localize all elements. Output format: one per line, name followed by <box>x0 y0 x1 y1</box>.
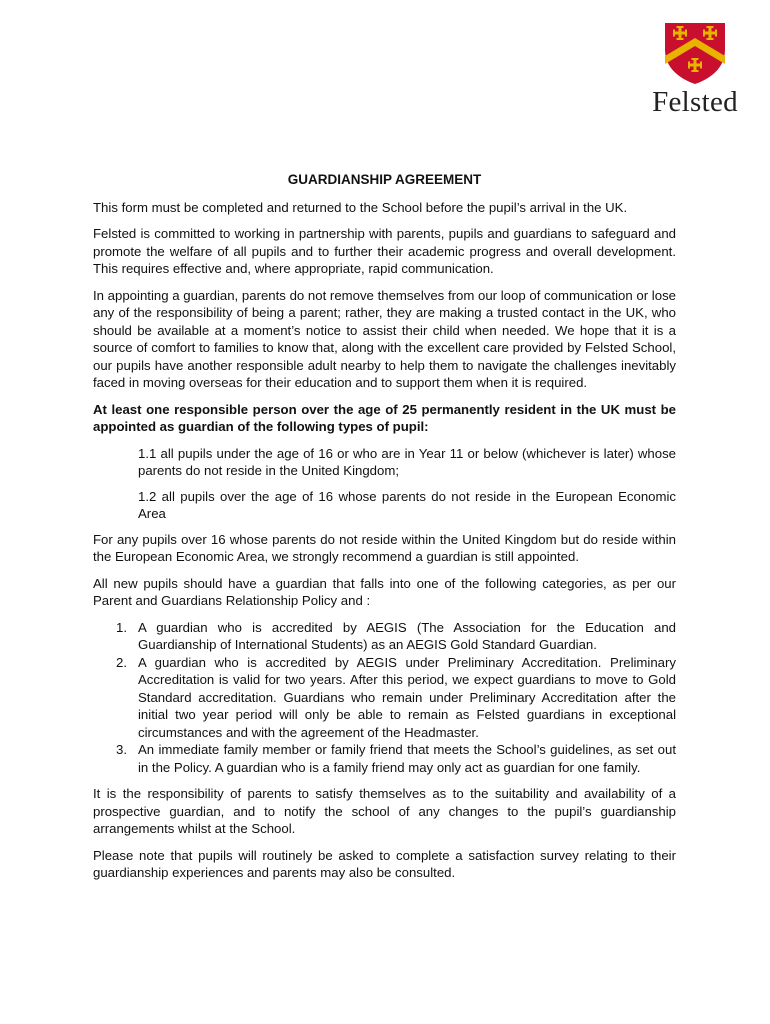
requirement-paragraph: At least one responsible person over the age of 25 permanently resident in the UK must be appointed as guardian of the following types of pupil: <box>93 401 676 434</box>
school-crest-icon <box>662 20 728 86</box>
sub-item: 1.1 all pupils under the age of 16 or who are in Year 11 or below (whichever is later) whose parents do not reside in the United Kingdom; <box>138 445 676 478</box>
list-item-text: A guardian who is accredited by AEGIS under Preliminary Accreditation. Preliminary Accreditation is valid for two years. After this period, we expect guardians to move to Gold Standard accreditation. Guardians who remain under Preliminary Accreditation after the initial two year period will only be able to remain as Felsted guardians in exceptional circumstances and with the agreement of the Headmaster. <box>138 654 676 740</box>
sub-item: 1.2 all pupils over the age of 16 whose parents do not reside in the European Economic Area <box>138 488 676 521</box>
list-item <box>93 619 676 654</box>
page-title: GUARDIANSHIP AGREEMENT <box>287 172 482 187</box>
appointing-paragraph: In appointing a guardian, parents do not remove themselves from our loop of communication or lose any of the responsibility of being a parent; rather, they are making a trusted contact in the UK, who should be available at a moment’s notice to assist their child when needed. We hope that it is a source of comfort to families to know that, along with the excellent care provided by Felsted School, our pupils have another responsible adult nearby to help them to navigate the challenges inevitably faced in moving overseas for their education and to support them when it is required. <box>93 287 676 390</box>
list-item-text: An immediate family member or family friend that meets the School’s guidelines, as set out in the Policy. A guardian who is a family friend may only act as guardian for one family. <box>138 742 676 775</box>
guardian-categories-list <box>93 619 676 777</box>
school-logo <box>640 20 750 118</box>
survey-paragraph: Please note that pupils will routinely be asked to complete a satisfaction survey relating to their guardianship experiences and parents may also be consulted. <box>93 847 676 880</box>
list-item <box>93 654 676 742</box>
list-item-number: 3. <box>116 742 127 757</box>
document-body <box>93 171 676 891</box>
categories-intro-paragraph: All new pupils should have a guardian that falls into one of the following categories, as per our Parent and Guardians Relationship Policy and : <box>93 575 676 608</box>
eea-paragraph: For any pupils over 16 whose parents do not reside within the United Kingdom but do reside within the European Economic Area, we strongly recommend a guardian is still appointed. <box>93 531 676 564</box>
list-item-number: 1. <box>116 619 127 635</box>
responsibility-paragraph: It is the responsibility of parents to satisfy themselves as to the suitability and availability of a prospective guardian, and to notify the school of any changes to the pupil’s guardianship arrangements whilst at the School. <box>93 786 676 836</box>
list-item <box>93 741 676 776</box>
list-item-text: A guardian who is accredited by AEGIS (The Association for the Education and Guardianship of International Students) as an AEGIS Gold Standard Guardian. <box>138 619 676 652</box>
list-item-number: 2. <box>116 654 127 670</box>
intro-paragraph: This form must be completed and returned to the School before the pupil’s arrival in the UK. <box>93 199 628 215</box>
commitment-paragraph: Felsted is committed to working in partnership with parents, pupils and guardians to safeguard and promote the welfare of all pupils and to further their academic progress and overall development. This requires effective and, where appropriate, rapid communication. <box>93 226 676 276</box>
school-wordmark: Felsted <box>652 86 738 118</box>
